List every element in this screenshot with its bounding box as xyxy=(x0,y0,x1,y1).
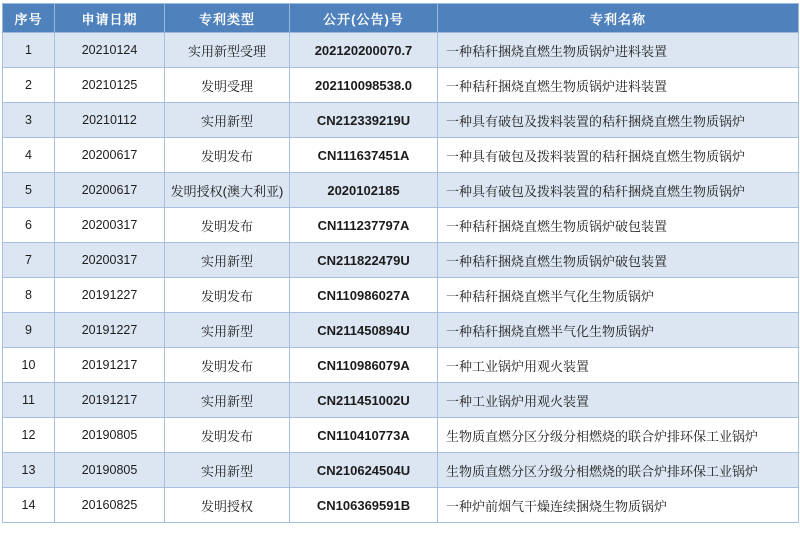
cell-publication-number: 202120200070.7 xyxy=(290,33,438,68)
cell-patent-type: 发明发布 xyxy=(165,348,290,383)
cell-index: 11 xyxy=(3,383,55,418)
cell-publication-number: CN211450894U xyxy=(290,313,438,348)
cell-patent-name: 生物质直燃分区分级分相燃烧的联合炉排环保工业锅炉 xyxy=(438,453,799,488)
cell-application-date: 20191227 xyxy=(55,278,165,313)
cell-index: 9 xyxy=(3,313,55,348)
table-row xyxy=(3,103,799,138)
cell-patent-type: 发明授权 xyxy=(165,488,290,523)
cell-publication-number: CN110410773A xyxy=(290,418,438,453)
cell-publication-number: CN212339219U xyxy=(290,103,438,138)
cell-index: 10 xyxy=(3,348,55,383)
table-row xyxy=(3,208,799,243)
cell-publication-number: CN111237797A xyxy=(290,208,438,243)
table-row xyxy=(3,383,799,418)
cell-patent-name: 一种炉前烟气干燥连续捆烧生物质锅炉 xyxy=(438,488,799,523)
cell-patent-name: 一种工业锅炉用观火装置 xyxy=(438,383,799,418)
cell-patent-name: 一种工业锅炉用观火装置 xyxy=(438,348,799,383)
table-row xyxy=(3,138,799,173)
cell-index: 1 xyxy=(3,33,55,68)
table-body xyxy=(3,33,799,523)
cell-patent-type: 实用新型 xyxy=(165,383,290,418)
cell-publication-number: CN106369591B xyxy=(290,488,438,523)
patent-table xyxy=(2,3,799,523)
cell-patent-name: 一种秸秆捆烧直燃生物质锅炉破包装置 xyxy=(438,243,799,278)
table-row xyxy=(3,348,799,383)
column-header-patent-type: 专利类型 xyxy=(165,4,290,33)
cell-publication-number: CN110986027A xyxy=(290,278,438,313)
cell-application-date: 20160825 xyxy=(55,488,165,523)
table-row xyxy=(3,418,799,453)
table-header xyxy=(3,4,799,33)
table-row xyxy=(3,173,799,208)
cell-application-date: 20190805 xyxy=(55,418,165,453)
cell-patent-type: 实用新型 xyxy=(165,313,290,348)
cell-index: 2 xyxy=(3,68,55,103)
column-header-publication-number: 公开(公告)号 xyxy=(290,4,438,33)
cell-patent-type: 发明授权(澳大利亚) xyxy=(165,173,290,208)
cell-publication-number: 2020102185 xyxy=(290,173,438,208)
cell-patent-type: 实用新型 xyxy=(165,453,290,488)
cell-publication-number: CN211451002U xyxy=(290,383,438,418)
cell-patent-name: 生物质直燃分区分级分相燃烧的联合炉排环保工业锅炉 xyxy=(438,418,799,453)
cell-application-date: 20191217 xyxy=(55,383,165,418)
cell-index: 5 xyxy=(3,173,55,208)
cell-index: 8 xyxy=(3,278,55,313)
cell-publication-number: CN110986079A xyxy=(290,348,438,383)
table-row xyxy=(3,488,799,523)
cell-index: 12 xyxy=(3,418,55,453)
cell-patent-name: 一种具有破包及拨料装置的秸秆捆烧直燃生物质锅炉 xyxy=(438,103,799,138)
cell-patent-name: 一种秸秆捆烧直燃生物质锅炉进料装置 xyxy=(438,68,799,103)
cell-patent-name: 一种秸秆捆烧直燃半气化生物质锅炉 xyxy=(438,313,799,348)
cell-patent-type: 发明发布 xyxy=(165,278,290,313)
column-header-index: 序号 xyxy=(3,4,55,33)
cell-patent-type: 发明发布 xyxy=(165,418,290,453)
cell-publication-number: CN111637451A xyxy=(290,138,438,173)
table-row xyxy=(3,33,799,68)
cell-application-date: 20210124 xyxy=(55,33,165,68)
table-row xyxy=(3,278,799,313)
cell-patent-type: 实用新型受理 xyxy=(165,33,290,68)
cell-index: 3 xyxy=(3,103,55,138)
cell-publication-number: CN211822479U xyxy=(290,243,438,278)
cell-patent-type: 发明发布 xyxy=(165,138,290,173)
table-row xyxy=(3,313,799,348)
cell-index: 14 xyxy=(3,488,55,523)
table-row xyxy=(3,68,799,103)
cell-application-date: 20191217 xyxy=(55,348,165,383)
cell-application-date: 20200317 xyxy=(55,243,165,278)
column-header-patent-name: 专利名称 xyxy=(438,4,799,33)
cell-index: 13 xyxy=(3,453,55,488)
cell-patent-name: 一种具有破包及拨料装置的秸秆捆烧直燃生物质锅炉 xyxy=(438,138,799,173)
cell-publication-number: 202110098538.0 xyxy=(290,68,438,103)
table-row xyxy=(3,453,799,488)
cell-patent-name: 一种秸秆捆烧直燃生物质锅炉进料装置 xyxy=(438,33,799,68)
cell-patent-type: 实用新型 xyxy=(165,243,290,278)
column-header-application-date: 申请日期 xyxy=(55,4,165,33)
cell-application-date: 20190805 xyxy=(55,453,165,488)
cell-patent-name: 一种具有破包及拨料装置的秸秆捆烧直燃生物质锅炉 xyxy=(438,173,799,208)
cell-patent-type: 实用新型 xyxy=(165,103,290,138)
cell-index: 4 xyxy=(3,138,55,173)
cell-application-date: 20210112 xyxy=(55,103,165,138)
table-header-row xyxy=(3,4,799,33)
cell-index: 6 xyxy=(3,208,55,243)
cell-application-date: 20191227 xyxy=(55,313,165,348)
cell-application-date: 20200317 xyxy=(55,208,165,243)
cell-application-date: 20200617 xyxy=(55,138,165,173)
cell-patent-type: 发明发布 xyxy=(165,208,290,243)
cell-index: 7 xyxy=(3,243,55,278)
cell-patent-type: 发明受理 xyxy=(165,68,290,103)
cell-application-date: 20210125 xyxy=(55,68,165,103)
cell-patent-name: 一种秸秆捆烧直燃半气化生物质锅炉 xyxy=(438,278,799,313)
table-row xyxy=(3,243,799,278)
cell-patent-name: 一种秸秆捆烧直燃生物质锅炉破包装置 xyxy=(438,208,799,243)
cell-application-date: 20200617 xyxy=(55,173,165,208)
cell-publication-number: CN210624504U xyxy=(290,453,438,488)
